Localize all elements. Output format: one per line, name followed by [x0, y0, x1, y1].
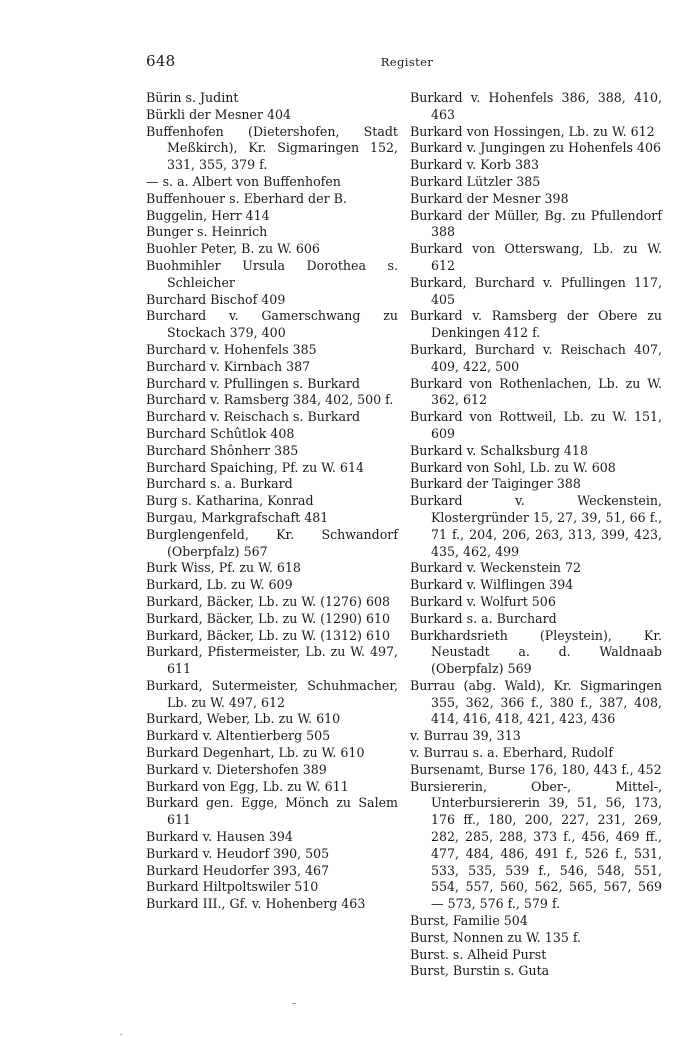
index-entry: Burkard v. Wolfurt 506	[410, 593, 556, 609]
index-entry: Burkard von Otterswang, Lb. zu W. 612	[410, 241, 662, 273]
index-entry: Bunger s. Heinrich	[146, 224, 268, 240]
index-entry: Burkard v. Weckenstein, Klostergründer 15, 27, 39, 51, 66 f., 71 f., 204, 206, 263, 313, 399, 423, 435, 462, 499	[410, 493, 662, 559]
index-column-right	[410, 90, 662, 980]
index-entry: Burkard der Taiginger 388	[410, 476, 581, 492]
index-entry: v. Burrau 39, 313	[410, 728, 521, 744]
index-entry: Burkard v. Schalksburg 418	[410, 442, 588, 458]
index-entry: Burkard v. Hausen 394	[146, 829, 293, 845]
footer-mark	[292, 1003, 296, 1004]
index-entry: Burkard Hiltpoltswiler 510	[146, 879, 319, 895]
index-entry: Burkard, Sutermeister, Schuhmacher, Lb. zu W. 497, 612	[146, 677, 398, 710]
index-entry: Burkard v. Weckenstein 72	[410, 560, 581, 576]
index-entry: Buffenhouer s. Eberhard der B.	[146, 190, 347, 206]
index-entry: Burg s. Katharina, Konrad	[146, 493, 314, 509]
index-entry: Bürkli der Mesner 404	[146, 106, 292, 122]
index-entry: Buohmihler Ursula Dorothea s. Schleicher	[146, 257, 398, 290]
page-number: 648	[146, 52, 176, 70]
index-entry: Burkard, Pfistermeister, Lb. zu W. 497, 611	[146, 644, 398, 677]
index-entry: Burkard von Rottweil, Lb. zu W. 151, 609	[410, 409, 662, 441]
index-entry: Burkard, Burchard v. Pfullingen 117, 405	[410, 274, 662, 307]
index-entry: Buffenhofen (Dietershofen, Stadt Meßkirch), Kr. Sigmaringen 152, 331, 355, 379 f.	[146, 123, 398, 173]
index-entry: Bursiererin, Ober-, Mittel-, Unterbursiererin 39, 51, 56, 173, 176 ff., 180, 200, 227, 231, 269, 282, 285, 288, 373 f., 456, 469 ff., 477, 484, 486, 491 f., 526 f., 531, 533, 535, 539 f., 546, 548, 551, 554, 557, 560, 562, 565, 567, 569 — 573, 576 f., 579 f.	[410, 778, 662, 912]
index-entry: Burchard Shônherr 385	[146, 442, 299, 458]
index-entry: Burkard der Mesner 398	[410, 190, 569, 206]
index-entry: Burkard Degenhart, Lb. zu W. 610	[146, 745, 365, 761]
margin-mark	[120, 1034, 122, 1035]
index-entry: Burkard, Bäcker, Lb. zu W. (1290) 610	[146, 610, 391, 626]
index-entry: Burst, Familie 504	[410, 913, 528, 929]
index-entry: Burkard v. Ramsberg der Obere zu Denkingen 412 f.	[410, 308, 662, 341]
index-entry: Burchard v. Reischach s. Burkard	[146, 409, 361, 425]
index-entry: — s. a. Albert von Buffenhofen	[146, 173, 341, 189]
index-entry: Burkard, Lb. zu W. 609	[146, 577, 293, 593]
index-entry: Burkard der Müller, Bg. zu Pfullendorf 388	[410, 207, 662, 240]
index-entry: Burkard v. Hohenfels 386, 388, 410, 463	[410, 90, 662, 122]
index-entry: v. Burrau s. a. Eberhard, Rudolf	[410, 745, 613, 761]
index-entry: Burkard III., Gf. v. Hohenberg 463	[146, 896, 366, 912]
index-entry: Burkard v. Heudorf 390, 505	[146, 845, 330, 861]
index-entry: Buggelin, Herr 414	[146, 207, 270, 223]
index-entry: Burrau (abg. Wald), Kr. Sigmaringen 355, 362, 366 f., 380 f., 387, 408, 414, 416, 418, 421, 423, 436	[410, 677, 662, 727]
index-entry: Burkard, Bäcker, Lb. zu W. (1276) 608	[146, 593, 391, 609]
index-entry: Burglengenfeld, Kr. Schwandorf (Oberpfalz) 567	[146, 526, 398, 559]
index-entry: Burkard Heudorfer 393, 467	[146, 862, 330, 878]
index-column-left	[146, 90, 398, 913]
index-entry: Burkard, Burchard v. Reischach 407, 409, 422, 500	[410, 341, 662, 374]
index-entry: Burst, Burstin s. Guta	[410, 963, 550, 979]
index-entry: Bürin s. Judint	[146, 90, 239, 105]
index-entry: Burgau, Markgrafschaft 481	[146, 509, 329, 525]
index-entry: Burkard Lützler 385	[410, 173, 541, 189]
index-entry: Burkard gen. Egge, Mönch zu Salem 611	[146, 795, 398, 828]
index-entry: Burchard s. a. Burkard	[146, 476, 293, 492]
index-entry: Burkard v. Korb 383	[410, 157, 540, 173]
index-entry: Burchard v. Hohenfels 385	[146, 341, 317, 357]
index-entry: Burchard v. Ramsberg 384, 402, 500 f.	[146, 392, 394, 408]
page-header	[146, 52, 668, 74]
index-entry: Burkard, Bäcker, Lb. zu W. (1312) 610	[146, 627, 391, 643]
index-entry: Burkard von Egg, Lb. zu W. 611	[146, 778, 349, 794]
index-entry: Burchard v. Pfullingen s. Burkard	[146, 375, 360, 391]
index-entry: Burchard v. Kirnbach 387	[146, 358, 311, 374]
index-entry: Burchard Schûtlok 408	[146, 425, 295, 441]
index-entry: Burkard v. Altentierberg 505	[146, 728, 331, 744]
index-entry: Burchard Spaiching, Pf. zu W. 614	[146, 459, 364, 475]
index-entry: Burchard v. Gamerschwang zu Stockach 379, 400	[146, 308, 398, 341]
index-entry: Burst, Nonnen zu W. 135 f.	[410, 929, 582, 945]
index-entry: Burkard v. Dietershofen 389	[146, 761, 327, 777]
index-entry: Burkard, Weber, Lb. zu W. 610	[146, 711, 341, 727]
index-entry: Burkard v. Wilflingen 394	[410, 577, 574, 593]
index-entry: Burkard von Sohl, Lb. zu W. 608	[410, 459, 616, 475]
index-entry: Burkard von Rothenlachen, Lb. zu W. 362, 612	[410, 375, 662, 408]
index-entry: Burkard s. a. Burchard	[410, 610, 557, 626]
index-entry: Burkard von Hossingen, Lb. zu W. 612	[410, 123, 655, 139]
index-entry: Burchard Bischof 409	[146, 291, 286, 307]
running-title: Register	[380, 55, 434, 69]
index-entry: Burkhardsrieth (Pleystein), Kr. Neustadt a. d. Waldnaab (Oberpfalz) 569	[410, 627, 662, 677]
index-entry: Burst. s. Alheid Purst	[410, 946, 547, 962]
index-entry: Buohler Peter, B. zu W. 606	[146, 241, 320, 257]
index-entry: Bursenamt, Burse 176, 180, 443 f., 452	[410, 761, 662, 777]
index-entry: Burkard v. Jungingen zu Hohenfels 406	[410, 140, 661, 156]
index-entry: Burk Wiss, Pf. zu W. 618	[146, 560, 301, 576]
